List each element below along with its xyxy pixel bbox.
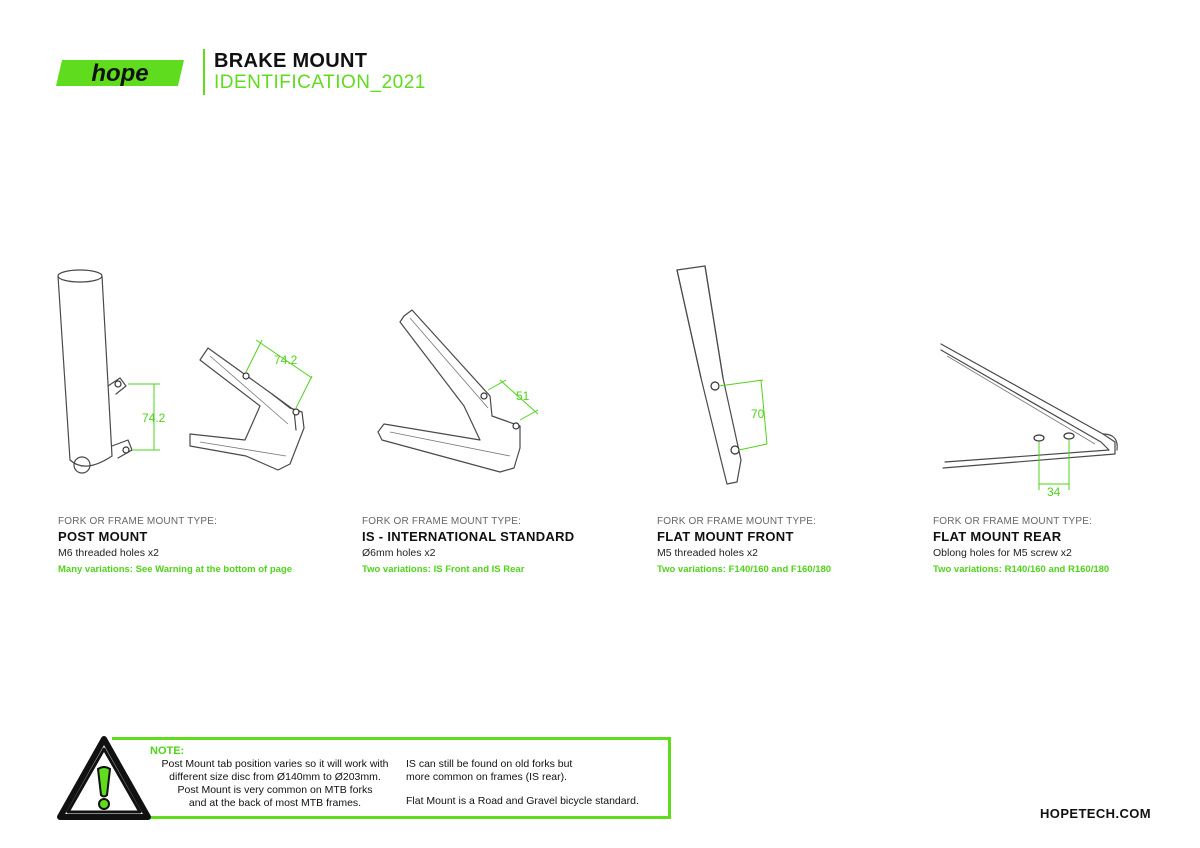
mount-name: POST MOUNT bbox=[58, 529, 148, 544]
note-right-line: Flat Mount is a Road and Gravel bicycle standard. bbox=[406, 795, 639, 807]
mount-variation: Two variations: IS Front and IS Rear bbox=[362, 564, 525, 575]
mount-type-label: FORK OR FRAME MOUNT TYPE: bbox=[933, 516, 1093, 527]
header-divider bbox=[203, 49, 205, 95]
mount-post bbox=[58, 516, 328, 575]
flat-mount-rear-dim: 34 bbox=[1047, 485, 1061, 499]
mount-description: Oblong holes for M5 screw x2 bbox=[933, 547, 1072, 559]
mount-variation: Two variations: R140/160 and R160/180 bbox=[933, 564, 1110, 575]
note-right-line: more common on frames (IS rear). bbox=[406, 771, 568, 783]
page-title: BRAKE MOUNT bbox=[214, 50, 368, 72]
mount-name: FLAT MOUNT FRONT bbox=[657, 529, 794, 544]
footer-website[interactable]: HOPETECH.COM bbox=[1040, 806, 1151, 821]
warning-triangle-icon bbox=[56, 735, 152, 821]
mount-type-label: FORK OR FRAME MOUNT TYPE: bbox=[657, 516, 817, 527]
is-mount-dim: 51 bbox=[516, 389, 530, 403]
mount-description: M5 threaded holes x2 bbox=[657, 547, 758, 559]
mount-flat-rear bbox=[933, 516, 1200, 575]
note-left-text bbox=[150, 758, 400, 810]
mount-variation: Many variations: See Warning at the bottom of page bbox=[58, 564, 293, 575]
is-mount-drawing bbox=[370, 300, 570, 490]
post-mount-drawing bbox=[50, 260, 330, 490]
flat-mount-front-drawing bbox=[665, 260, 805, 490]
post-mount-dim-diagonal: 74.2 bbox=[274, 353, 298, 367]
logo-text: hope bbox=[91, 60, 149, 87]
post-mount-dim-vertical: 74.2 bbox=[142, 411, 166, 425]
mount-variation: Two variations: F140/160 and F160/180 bbox=[657, 564, 832, 575]
hope-logo bbox=[56, 58, 188, 88]
note-left-line: Post Mount tab position varies so it will work with bbox=[161, 758, 389, 770]
note-right-line: IS can still be found on old forks but bbox=[406, 758, 573, 770]
mount-description: M6 threaded holes x2 bbox=[58, 547, 159, 559]
flat-mount-front-dim: 70 bbox=[751, 407, 765, 421]
mount-is bbox=[362, 516, 632, 575]
mount-description: Ø6mm holes x2 bbox=[362, 547, 436, 559]
mount-flat-front bbox=[657, 516, 927, 575]
mount-type-label: FORK OR FRAME MOUNT TYPE: bbox=[58, 516, 218, 527]
note-right-text bbox=[406, 758, 666, 819]
mount-name: IS - INTERNATIONAL STANDARD bbox=[362, 529, 575, 544]
note-title: NOTE: bbox=[150, 745, 185, 757]
mount-type-label: FORK OR FRAME MOUNT TYPE: bbox=[362, 516, 522, 527]
note-left-line: and at the back of most MTB frames. bbox=[188, 797, 362, 809]
flat-mount-rear-drawing bbox=[935, 330, 1135, 500]
note-left-line: different size disc from Ø140mm to Ø203mm. bbox=[169, 771, 381, 783]
mount-name: FLAT MOUNT REAR bbox=[933, 529, 1062, 544]
page-subtitle: IDENTIFICATION_2021 bbox=[214, 72, 426, 93]
note-left-line: Post Mount is very common on MTB forks bbox=[177, 784, 373, 796]
